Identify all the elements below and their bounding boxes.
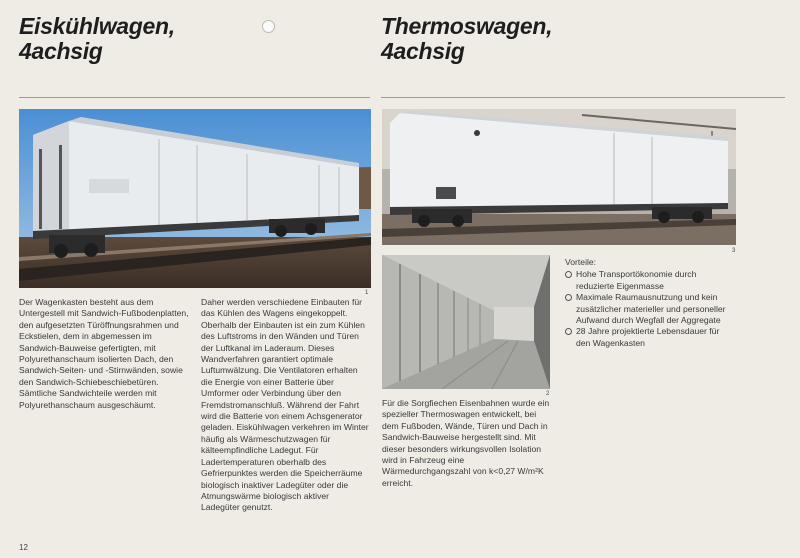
divider-right [381,97,785,98]
heading-right-line1: Thermoswagen, [381,13,553,39]
figure-number-3: 3 [732,248,736,254]
photo-eiskuehlwagen [19,109,371,288]
page-number: 12 [19,543,28,552]
text-column-2: Daher werden verschiedene Einbauten für das Kühlen des Wagens eingekoppelt. Oberhalb der Einbauten ist ein zum Kühlen des Luftstroms in den Wänden und Türen der Luftkanal im Laderaum. Dieses Wandverfahren garantiert optimale Luftumwälzung. Die Ventilatoren erhalten die Energie von einer Batterie über Umformer oder Verbindung über den Fremdstromanschluß. Während der Fahrt wird die Batterie von einem Achsgenerator geladen. Eiskühlwagen verkehren im Winter häufig als Wärmeschutzwagen für kälteempfindliche Ladegut. Für Ladertemperaturen oberhalb des Gefrierpunktes werden die Speicherräume biologisch inaktiver Ladegüter oder die Atmungswärme biologisch aktiver Ladegüter genutzt. [201,297,369,513]
circle-bullet-icon [565,294,572,301]
advantage-item-text: Hohe Transportökonomie durch reduzierte Eigenmasse [576,269,697,291]
advantage-item [565,292,735,326]
heading-right-line2: 4achsig [381,38,465,64]
heading-thermoswagen [381,14,552,64]
circle-bullet-icon [565,328,572,335]
text-column-3: Für die Sorgfiechen Eisenbahnen wurde ein spezieller Thermoswagen entwickelt, bei dem Fußboden, Wände, Türen und Dach in Sandwich-Bauweise hergestellt sind. Mit dieser besonders wirkungsvollen Isolation wird in Fahrzeug eine Wärmedurchgangszahl von k<0,27 W/m²K erreicht. [382,398,550,488]
heading-left-line1: Eiskühlwagen, [19,13,175,39]
advantages-title: Vorteile: [565,257,597,267]
advantage-item-text: Maximale Raumausnutzung und kein zusätzlicher materieller und personeller Aufwand durch Wegfall der Aggregate [576,292,726,326]
figure-number-2: 2 [546,391,550,397]
photo-wagen-interior [382,255,550,389]
punch-hole [262,20,275,33]
advantage-item [565,326,735,349]
circle-bullet-icon [565,271,572,278]
figure-number-1: 1 [365,290,369,296]
divider-left [19,97,370,98]
advantage-item-text: 28 Jahre projektierte Lebensdauer für den Wagenkasten [576,326,720,348]
advantages-list [565,257,735,349]
heading-left-line2: 4achsig [19,38,103,64]
advantage-item [565,269,735,292]
text-column-1: Der Wagenkasten besteht aus dem Untergestell mit Sandwich-Fußbodenplatten, den aufgesetzten Türöffnungsrahmen und Eckstielen, dem in abgemessen im Sandwich-Bauweise gefertigten, mit Polyurethanschaum isolierten Dach, den Sandwich-Seiten- und -Stirnwänden, sowie den Sandwich-Schiebeschiebetüren. Sämtliche Sandwichteile werden mit Polyurethanschaum ausgeschäumt. [19,297,189,410]
photo-thermoswagen [382,109,736,245]
heading-eiskuehlwagen [19,14,175,64]
